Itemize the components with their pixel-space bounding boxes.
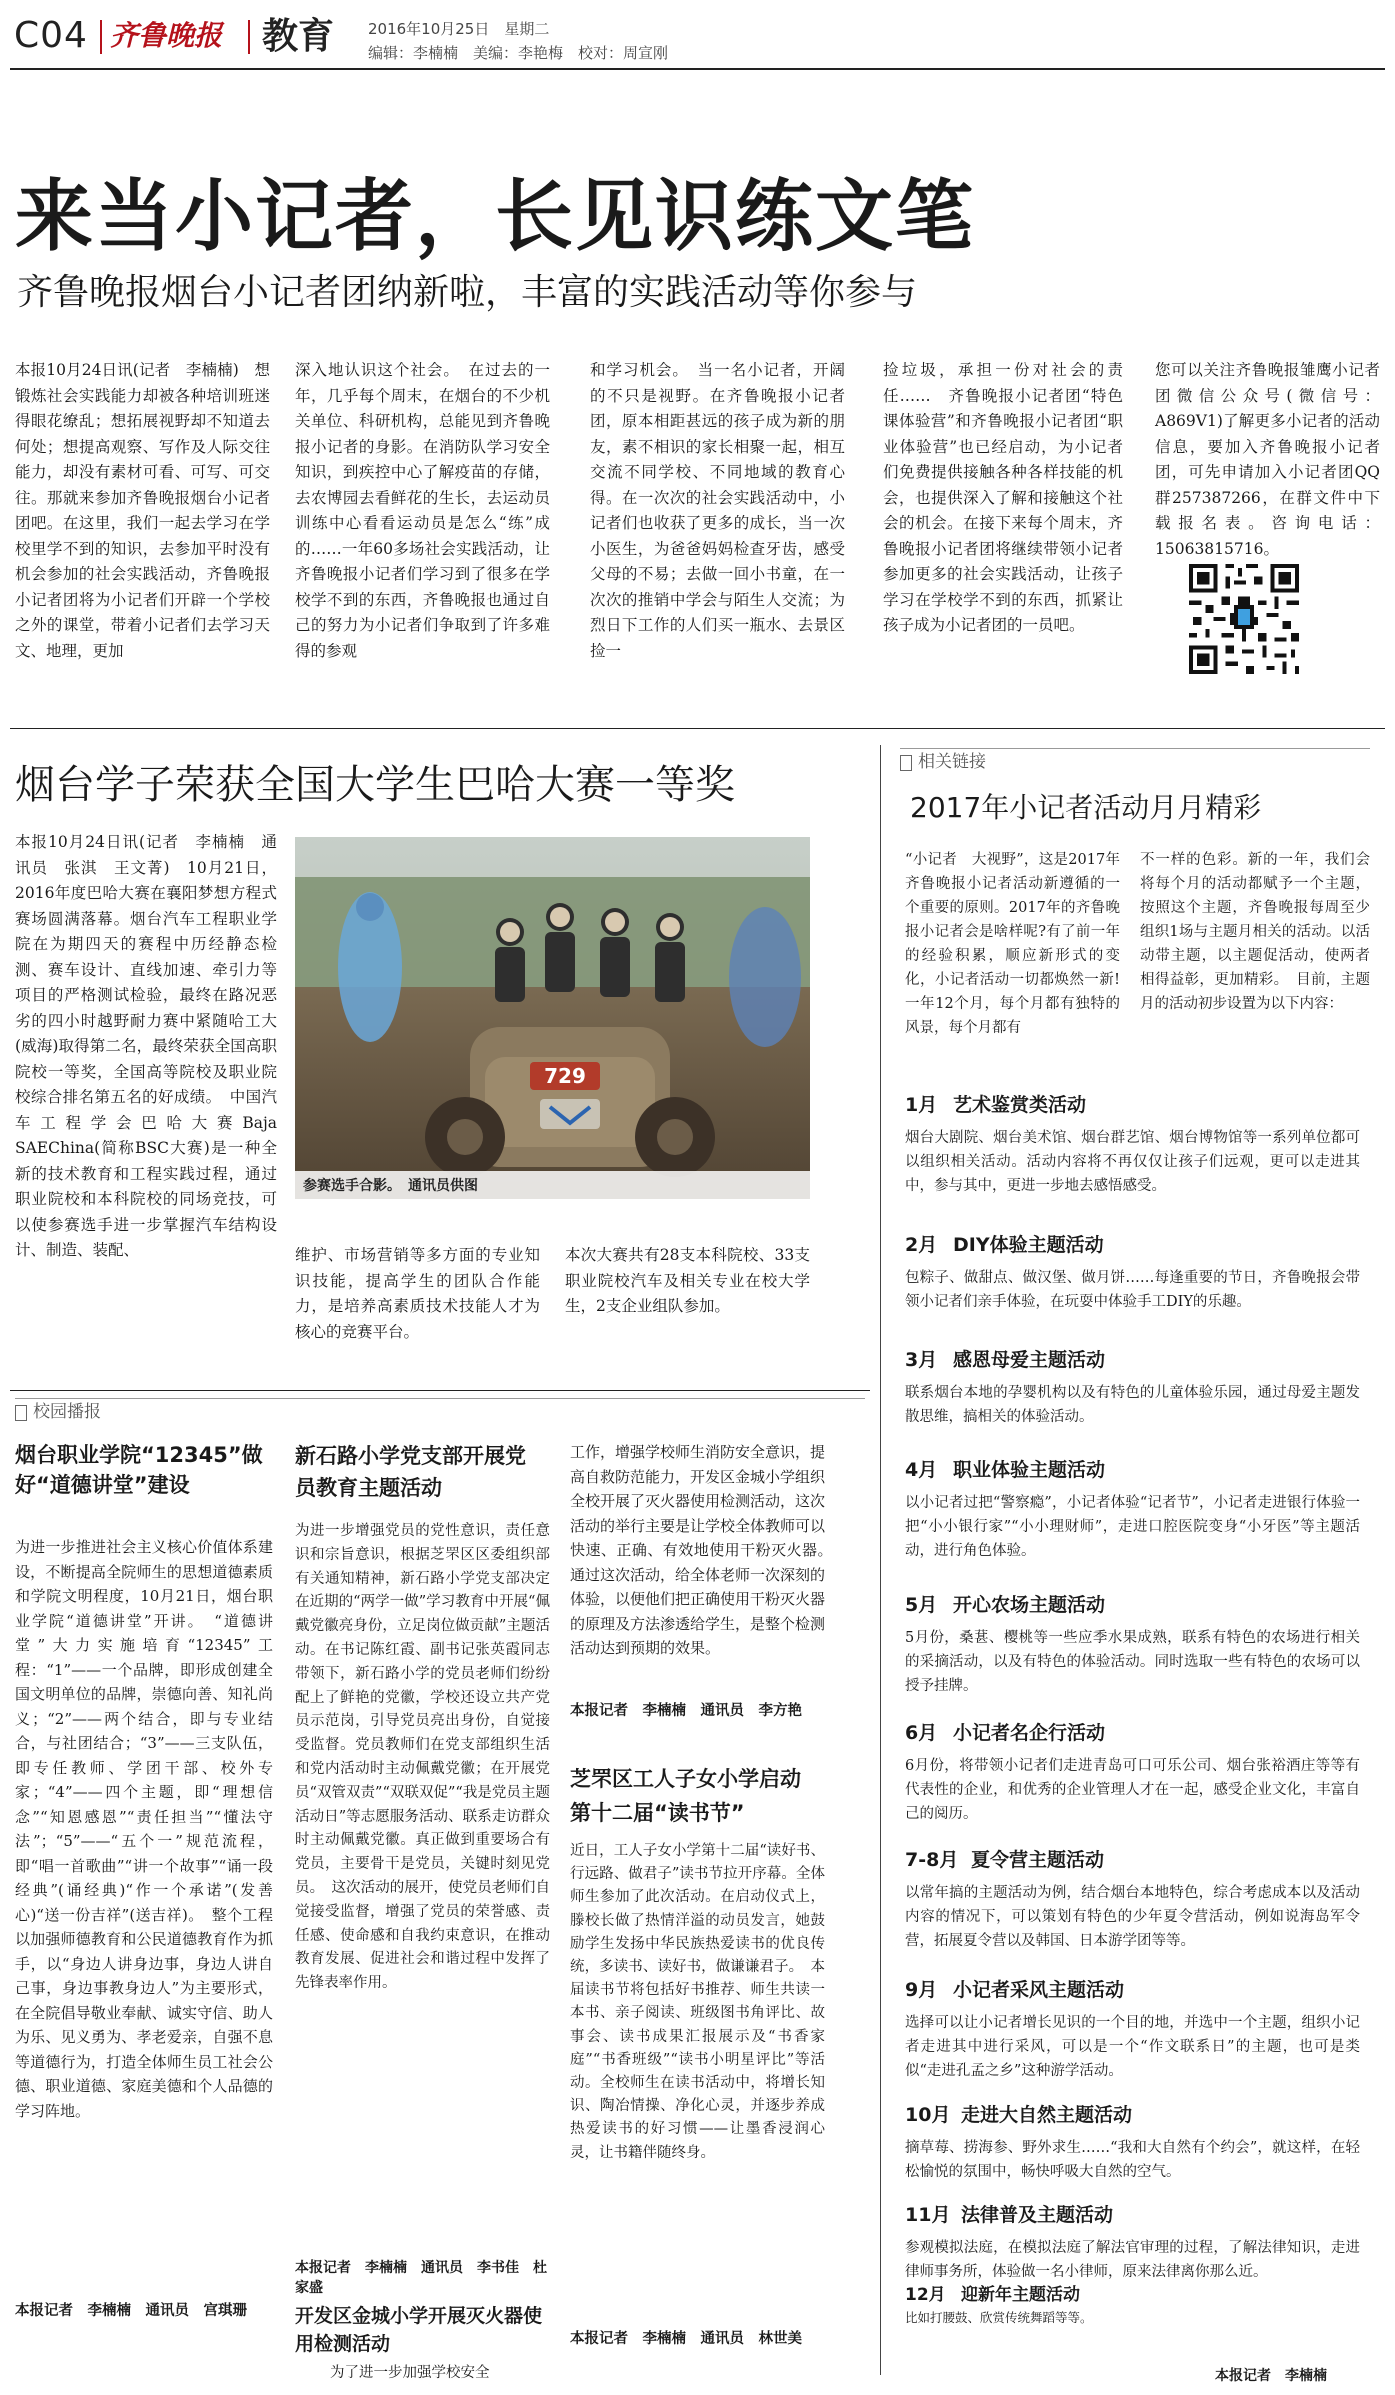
column-divider: [880, 745, 881, 2375]
month-label: 11月: [905, 2204, 951, 2226]
related-intro-text: “小记者 大视野”，这是2017年齐鲁晚报小记者活动新遵循的一个重要的原则。2017年的齐鲁晚报小记者会是啥样呢?有了前一年的经验积累，顺应新形式的变化，小记者活动一切都焕然一新! 一年12个月，每个月都有独特的风景，每个月都有: [905, 852, 1135, 1036]
month-body: 摘草莓、捞海参、野外求生……“我和大自然有个约会”，就这样，在轻松愉悦的氛围中，畅快呼吸大自然的空气。: [905, 2140, 1360, 2180]
month-theme: 艺术鉴赏类活动: [953, 1094, 1087, 1116]
lead-column-text: 和学习机会。 当一名小记者，开阔的不只是视野。在齐鲁晚报小记者团，原本相距甚远的孩子成为新的朋友，素不相识的家长相聚一起，相互交流不同学校、不同地域的教育心得。在一次次的社会实践活动中，小记者们也收获了更多的成长，当一次小医生，为爸爸妈妈检查牙齿，感受父母的不易；去做一回小书童，在一次次的推销中学会与陌生人交流；为烈日下工作的人们买一瓶水、去景区捡一: [590, 361, 845, 660]
month-item: [905, 2100, 1360, 2184]
team-photo: [295, 837, 810, 1199]
month-body: 联系烟台本地的孕婴机构以及有特色的儿童体验乐园，通过母爱主题发散思维，搞相关的体验活动。: [905, 1385, 1360, 1425]
month-title: [905, 2200, 1360, 2230]
month-label: 4月: [905, 1459, 938, 1481]
month-item: [905, 1455, 1360, 1563]
month-title: [905, 1590, 1360, 1620]
month-item: [905, 2200, 1360, 2284]
month-body: 比如打腰鼓、欣赏传统舞蹈等等。: [905, 2310, 1093, 2325]
baja-column-1: [15, 830, 277, 1370]
month-body: 6月份，将带领小记者们走进青岛可口可乐公司、烟台张裕酒庄等等有代表性的企业，和优秀的企业管理人才在一起，感受企业文化，丰富自己的阅历。: [905, 1758, 1360, 1822]
editor-credits: 编辑：李楠楠 美编：李艳梅 校对：周宣刚: [368, 44, 669, 62]
paper-logo: 齐鲁晚报: [110, 19, 223, 52]
month-theme: 走进大自然主题活动: [961, 2104, 1133, 2126]
related-intro-left: [905, 848, 1135, 1058]
campus-story-text: 为进一步增强党员的党性意识，责任意识和宗旨意识，根据芝罘区区委组织部有关通知精神，新石路小学党支部决定在近期的“两学一做”学习教育中开展“佩戴党徽亮身份，立足岗位做贡献”主题活动。在书记陈红霞、副书记张英霞同志带领下，新石路小学的党员老师们纷纷配上了鲜艳的党徽，学校还设立共产党员示范岗，引导党员亮出身份，自觉接受监督。党员教师们在党支部组织生活和党内活动时主动佩戴党徽；在开展党员“双管双责”“双联双促”“我是党员主题活动日”等志愿服务活动、联系走访群众时主动佩戴党徽。真正做到重要场合有党员，主要骨干是党员，关键时刻见党员。 这次活动的展开，使党员老师们自觉接受监督，增强了党员的荣誉感、责任感、使命感和自我约束意识，在推动教育发展、促进社会和谐过程中发挥了先锋表率作用。: [295, 1523, 550, 1992]
campus-story-text: 工作，增强学校师生消防安全意识，提高自救防范能力，开发区金城小学组织全校开展了灭火器使用检测活动，这次活动的举行主要是让学校全体教师可以快速、正确、有效地使用干粉灭火器。 通过这次活动，给全体老师一次深刻的体验，以便他们把正确使用干粉灭火器的原理及方法渗透给学生，是整个检测活动达到预期的效果。: [570, 1443, 841, 1657]
month-title: [905, 1718, 1360, 1748]
month-body: 包粽子、做甜点、做汉堡、做月饼……每逢重要的节日，齐鲁晚报会带领小记者们亲手体验，在玩耍中体验手工DIY的乐趣。: [905, 1270, 1360, 1310]
month-label: 3月: [905, 1349, 938, 1371]
related-tag: [900, 748, 1370, 775]
month-theme: DIY体验主题活动: [953, 1234, 1104, 1256]
month-title: [905, 1845, 1360, 1875]
campus-story4-body: [570, 1840, 825, 2320]
lead-column-text: 本报10月24日讯(记者 李楠楠) 想锻炼社会实践能力却被各种培训班迷得眼花缭乱；想拓展视野却不知道去何处；想提高观察、写作及人际交往能力，却没有素材可看、可写、可交往。那就来参加齐鲁晚报烟台小记者团吧。在这里，我们一起去学习在学校里学不到的知识，去参加平时没有机会参加的社会实践活动，齐鲁晚报小记者团将为小记者们开辟一个学校之外的课堂，带着小记者们去学习天文、地理，更加: [15, 361, 270, 660]
baja-column-3: [565, 1243, 810, 1363]
month-body: 以常年搞的主题活动为例，结合烟台本地特色，综合考虑成本以及活动内容的情况下，可以策划有特色的少年夏令营活动，例如说海岛军令营，拓展夏令营以及韩国、日本游学团等等。: [905, 1885, 1360, 1949]
lead-column-text: 您可以关注齐鲁晚报雏鹰小记者团微信公众号(微信号：A869V1)了解更多小记者的活动信息，要加入齐鲁晚报小记者团，可先申请加入小记者团QQ群257387266，在群文件中下载报名表。咨询电话：15063815716。: [1155, 361, 1380, 558]
campus-story3-body: [570, 1440, 841, 1695]
month-theme: 夏令营主题活动: [971, 1849, 1105, 1871]
month-item: [905, 1345, 1360, 1429]
month-title: [905, 1345, 1360, 1375]
month-item: [905, 1975, 1360, 2083]
campus-story1-byline: 本报记者 李楠楠 通讯员 宫琪珊: [15, 2302, 247, 2319]
lead-column-1: [15, 358, 270, 708]
month-theme: 感恩母爱主题活动: [953, 1349, 1106, 1371]
month-item: [905, 2337, 1205, 2360]
month-title: [905, 2283, 1360, 2307]
baja-column-text: 维护、市场营销等多方面的专业知识技能，提高学生的团队合作能力，是培养高素质技术技能人才为核心的竞赛平台。: [295, 1246, 540, 1341]
photo-caption: 参赛选手合影。 通讯员供图: [303, 1178, 478, 1194]
masthead-divider: [248, 20, 250, 54]
month-theme: 开心农场主题活动: [953, 1594, 1106, 1616]
month-theme: 职业体验主题活动: [953, 1459, 1106, 1481]
month-body: 以小记者过把“警察瘾”，小记者体验“记者节”，小记者走进银行体验一把“小小银行家”“小小理财师”，走进口腔医院变身“小牙医”等主题活动，进行角色体验。: [905, 1495, 1360, 1559]
related-intro-right: [1140, 848, 1370, 1058]
section-name: 教育: [262, 15, 335, 57]
baja-column-text: 本报10月24日讯(记者 李楠楠 通讯员 张淇 王文菁) 10月21日，2016年度巴哈大赛在襄阳梦想方程式赛场圆满落幕。烟台汽车工程职业学院在为期四天的赛程中历经静态检测、赛车设计、直线加速、牵引力等项目的严格测试检验，最终在路况恶劣的四小时越野耐力赛中紧随哈工大(威海)取得第二名，最终荣获全国高职院校一等奖，全国高等院校及职业院校综合排名第五名的好成绩。 中国汽车工程学会巴哈大赛Baja SAEChina(简称BSC大赛)是一种全新的技术教育和工程实践过程，通过职业院校和本科院校的同场竞技，可以使参赛选手进一步掌握汽车结构设计、制造、装配、: [15, 833, 277, 1259]
month-theme: 小记者采风主题活动: [953, 1979, 1125, 2001]
section-rule: [10, 728, 1385, 729]
issue-date: 2016年10月25日 星期二: [368, 20, 550, 38]
page-number: C04: [14, 15, 88, 56]
baja-column-2: [295, 1243, 540, 1363]
baja-headline: 烟台学子荣获全国大学生巴哈大赛一等奖: [15, 762, 735, 808]
month-title: [905, 1230, 1360, 1260]
campus-story1-headline: 烟台职业学院“12345”做好“道德讲堂”建设: [15, 1443, 263, 1497]
campus-story4-headline: 芝罘区工人子女小学启动第十二届“读书节”: [570, 1767, 801, 1825]
qr-code: [1185, 560, 1303, 678]
month-label: 10月: [905, 2104, 951, 2126]
lead-column-3: [590, 358, 845, 708]
month-item: [905, 1590, 1360, 1698]
lead-column-text: 深入地认识这个社会。 在过去的一年，几乎每个周末，在烟台的不少机关单位、科研机构，总能见到齐鲁晚报小记者的身影。在消防队学习安全知识，到疾控中心了解疫苗的存储，去农博园去看鲜花的生长，去运动员训练中心看看运动员是怎么“练”成的……一年60多场社会实践活动，让齐鲁晚报小记者们学习到了很多在学校学不到的东西，齐鲁晚报也通过自己的努力为小记者们争取到了许多难得的参观: [295, 361, 550, 660]
lead-column-2: [295, 358, 550, 708]
month-body: 5月份，桑葚、樱桃等一些应季水果成熟，联系有特色的农场进行相关的采摘活动，以及有特色的体验活动。同时选取一些有特色的农场可以授予挂牌。: [905, 1630, 1360, 1694]
campus-tag: [15, 1398, 865, 1425]
campus-story4-byline: 本报记者 李楠楠 通讯员 林世美: [570, 2330, 802, 2347]
campus-story-text: 为进一步推进社会主义核心价值体系建设，不断提高全院师生的思想道德素质和学院文明程度，10月21日，烟台职业学院“道德讲堂”开讲。 “道德讲堂”大力实施培育“12345”工程：“1”——一个品牌，即形成创建全国文明单位的品牌，崇德向善、知礼尚义；“2”——两个结合，即与专业结合，与社团结合；“3”——三支队伍，即专任教师、学团干部、校外专家；“4”——四个主题，即“理想信念”“知恩感恩”“责任担当”“懂法守法”；“5”——“五个一”规范流程，即“唱一首歌曲”“讲一个故事”“诵一段经典”(诵经典)“作一个承诺”(发善心)“送一份吉祥”(送吉祥)。 整个工程以加强师德教育和公民道德教育作为抓手，以“身边人讲身边事，身边人讲自己事，身边事教身边人”为主要形式，在全院倡导敬业奉献、诚实守信、助人为乐、见义勇为、孝老爱亲，自强不息等道德行为，打造全体师生员工社会公德、职业道德、家庭美德和个人品德的学习阵地。: [15, 1538, 273, 2120]
campus-story3-byline: 本报记者 李楠楠 通讯员 李方艳: [570, 1702, 802, 1719]
masthead-rule: [10, 68, 1385, 70]
month-label: 7-8月: [905, 1849, 959, 1871]
month-title: [905, 2100, 1360, 2130]
lead-column-5: [1155, 358, 1380, 558]
section-rule: [10, 1390, 870, 1391]
month-title: [905, 1090, 1360, 1120]
related-tag-label: 相关链接: [918, 752, 986, 772]
month-body: 烟台大剧院、烟台美术馆、烟台群艺馆、烟台博物馆等一系列单位都可以组织相关活动。活动内容将不再仅仅让孩子们远观，更可以走进其中，参与其中，更进一步地去感悟感受。: [905, 1130, 1360, 1194]
month-item: [905, 2283, 1360, 2326]
month-label: 5月: [905, 1594, 938, 1616]
related-intro-text: 不一样的色彩。新的一年，我们会将每个月的活动都赋予一个主题，按照这个主题，齐鲁晚报每周至少组织1场与主题月相关的活动。以活动带主题，以主题促活动，使两者相得益彰，更加精彩。 目前，主题月的活动初步设置为以下内容：: [1140, 852, 1370, 1012]
tag-box-icon: [15, 1405, 27, 1421]
month-label: 9月: [905, 1979, 938, 2001]
lead-headline: 来当小记者，长见识练文笔: [15, 172, 976, 262]
campus-story2-byline: 本报记者 李楠楠 通讯员 李书佳 杜家盛: [295, 2260, 547, 2296]
month-label: 2月: [905, 1234, 938, 1256]
related-byline: 本报记者 李楠楠: [1215, 2368, 1327, 2384]
campus-story2-headline: 新石路小学党支部开展党员教育主题活动: [295, 1444, 526, 1500]
car-number: 729: [544, 1064, 586, 1088]
campus-story-text: 近日，工人子女小学第十二届“读好书、行远路、做君子”读书节拉开序幕。全体师生参加了此次活动。在启动仪式上，滕校长做了热情洋溢的动员发言，她鼓励学生发扬中华民族热爱读书的优良传统，多读书、读好书，做谦谦君子。 本届读书节将包括好书推荐、师生共读一本书、亲子阅读、班级图书角评比、故事会、读书成果汇报展示及“书香家庭”“书香班级”“读书小明星评比”等活动。全校师生在读书活动中，将增长知识、陶冶情操、净化心灵，并逐步养成热爱读书的好习惯——让墨香浸润心灵，让书籍伴随终身。: [570, 1843, 825, 2161]
month-body: 选择可以让小记者增长见识的一个目的地，并选中一个主题，组织小记者走进其中进行采风，可以是一个“作文联系日”的主题，也可是类似“走进孔孟之乡”这种游学活动。: [905, 2015, 1360, 2079]
masthead-divider: [100, 20, 102, 54]
month-body: 参观模拟法庭，在模拟法庭了解法官审理的过程，了解法律知识，走进律师事务所，体验做一名小律师，原来法律离你那么近。: [905, 2240, 1360, 2280]
month-title: [905, 2337, 1205, 2359]
related-headline: 2017年小记者活动月月精彩: [910, 791, 1262, 824]
month-item: [905, 1845, 1360, 1953]
lead-column-text: 捡垃圾，承担一份对社会的责任…… 齐鲁晚报小记者团“特色课体验营”和齐鲁晚报小记者团“职业体验营”也已经启动，为小记者们免费提供接触各种各样技能的机会，也提供深入了解和接触这个社会的机会。在接下来每个周末，齐鲁晚报小记者团将继续带领小记者参加更多的社会实践活动，让孩子学习在学校学不到的东西，抓紧让孩子成为小记者团的一员吧。: [883, 361, 1123, 634]
month-theme: 法律普及主题活动: [961, 2204, 1114, 2226]
month-theme: 小记者名企行活动: [953, 1722, 1106, 1744]
month-item: [905, 1230, 1360, 1314]
campus-tag-label: 校园播报: [33, 1402, 101, 1422]
month-title: [905, 1975, 1360, 2005]
month-item: [905, 1090, 1360, 1198]
campus-story3-body-start: 为了进一步加强学校安全: [330, 2365, 490, 2381]
month-title: [905, 1455, 1360, 1485]
month-label: 12月: [905, 2285, 946, 2305]
month-label: 1月: [905, 1094, 938, 1116]
campus-story3-headline: 开发区金城小学开展灭火器使用检测活动: [295, 2305, 543, 2355]
month-theme: 迎新年主题活动: [961, 2285, 1080, 2305]
campus-story2-body: [295, 1520, 550, 2255]
month-label: 6月: [905, 1722, 938, 1744]
tag-box-icon: [900, 755, 912, 771]
lead-column-4: [883, 358, 1123, 708]
month-item: [905, 1718, 1360, 1826]
lead-subheadline: 齐鲁晚报烟台小记者团纳新啦，丰富的实践活动等你参与: [17, 272, 918, 313]
campus-story1-body: [15, 1535, 273, 2295]
baja-column-text: 本次大赛共有28支本科院校、33支职业院校汽车及相关专业在校大学生，2支企业组队参加。: [565, 1246, 810, 1315]
